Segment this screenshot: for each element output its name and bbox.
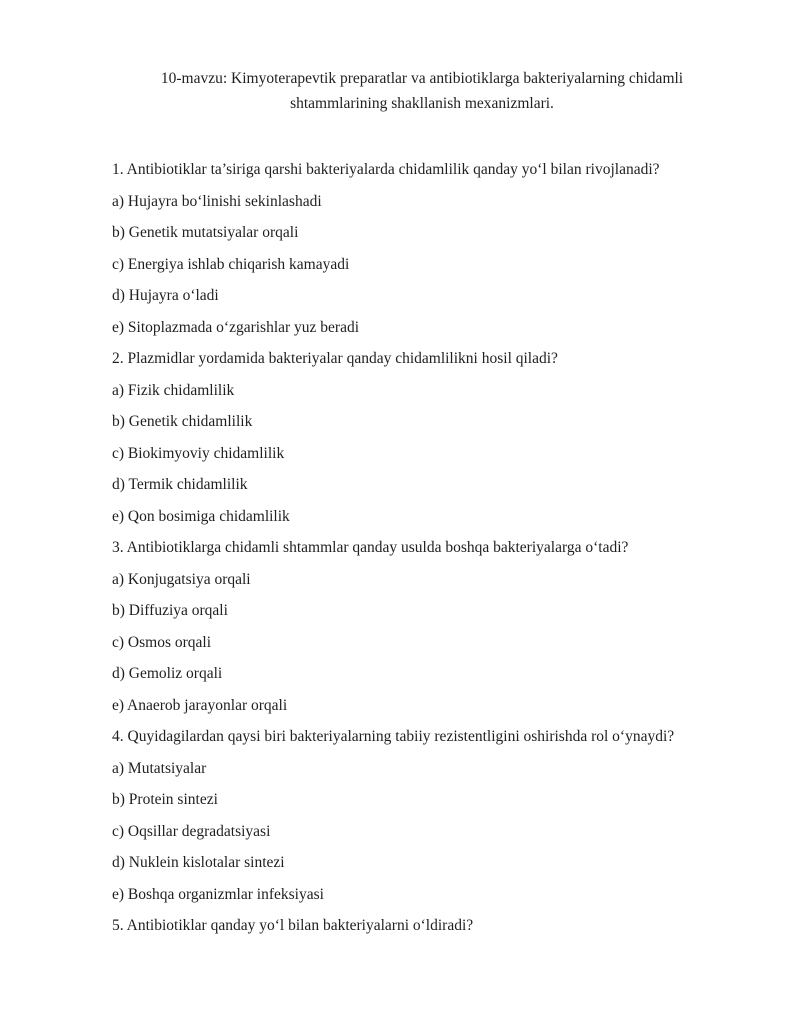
option-text: d) Gemoliz orqali [112,665,223,682]
option-text: b) Diffuziya orqali [112,602,228,619]
option-text: b) Genetik mutatsiyalar orqali [112,224,299,241]
option-text: a) Mutatsiyalar [112,759,207,777]
option-text: d) Termik chidamlilik [112,476,248,493]
option-text: e) Anaerob jarayonlar orqali [112,696,288,714]
question-2 [112,349,732,527]
option-text: e) Boshqa organizmlar infeksiyasi [112,885,324,903]
option-text: a) Konjugatsiya orqali [112,570,251,588]
option-text: e) Sitoplazmada oʻzgarishlar yuz beradi [112,318,360,336]
option-text: d) Nuklein kislotalar sintezi [112,854,285,871]
question-text: 1. Antibiotiklar ta’siriga qarshi bakteriyalarda chidamlilik qanday yoʻl bilan rivojlanadi? [112,161,660,178]
option-text: d) Hujayra oʻladi [112,287,219,304]
option-text: c) Oqsillar degradatsiyasi [112,822,271,840]
option-text: e) Qon bosimiga chidamlilik [112,507,290,525]
question-list [112,160,732,936]
document-title: 10-mavzu: Kimyoterapevtik preparatlar va antibiotiklarga bakteriyalarning chidamli shtammlarining shakllanish mexanizmlari. [160,70,684,112]
option-text: a) Fizik chidamlilik [112,381,235,399]
question-3 [112,538,732,716]
option-text: c) Biokimyoviy chidamlilik [112,444,285,462]
option-text: c) Osmos orqali [112,633,212,651]
question-4 [112,727,732,905]
option-text: b) Genetik chidamlilik [112,413,253,430]
question-1 [112,160,732,338]
question-text: 2. Plazmidlar yordamida bakteriyalar qanday chidamlilikni hosil qiladi? [112,350,558,367]
question-text: 4. Quyidagilardan qaysi biri bakteriyalarning tabiiy rezistentligini oshirishda rol oʻynaydi? [112,728,675,745]
option-text: c) Energiya ishlab chiqarish kamayadi [112,255,350,273]
question-text: 5. Antibiotiklar qanday yoʻl bilan bakteriyalarni oʻldiradi? [112,917,474,934]
question-text: 3. Antibiotiklarga chidamli shtammlar qanday usulda boshqa bakteriyalarga oʻtadi? [112,539,629,556]
option-text: a) Hujayra boʻlinishi sekinlashadi [112,192,322,210]
option-text: b) Protein sintezi [112,791,218,808]
question-5 [112,916,732,936]
